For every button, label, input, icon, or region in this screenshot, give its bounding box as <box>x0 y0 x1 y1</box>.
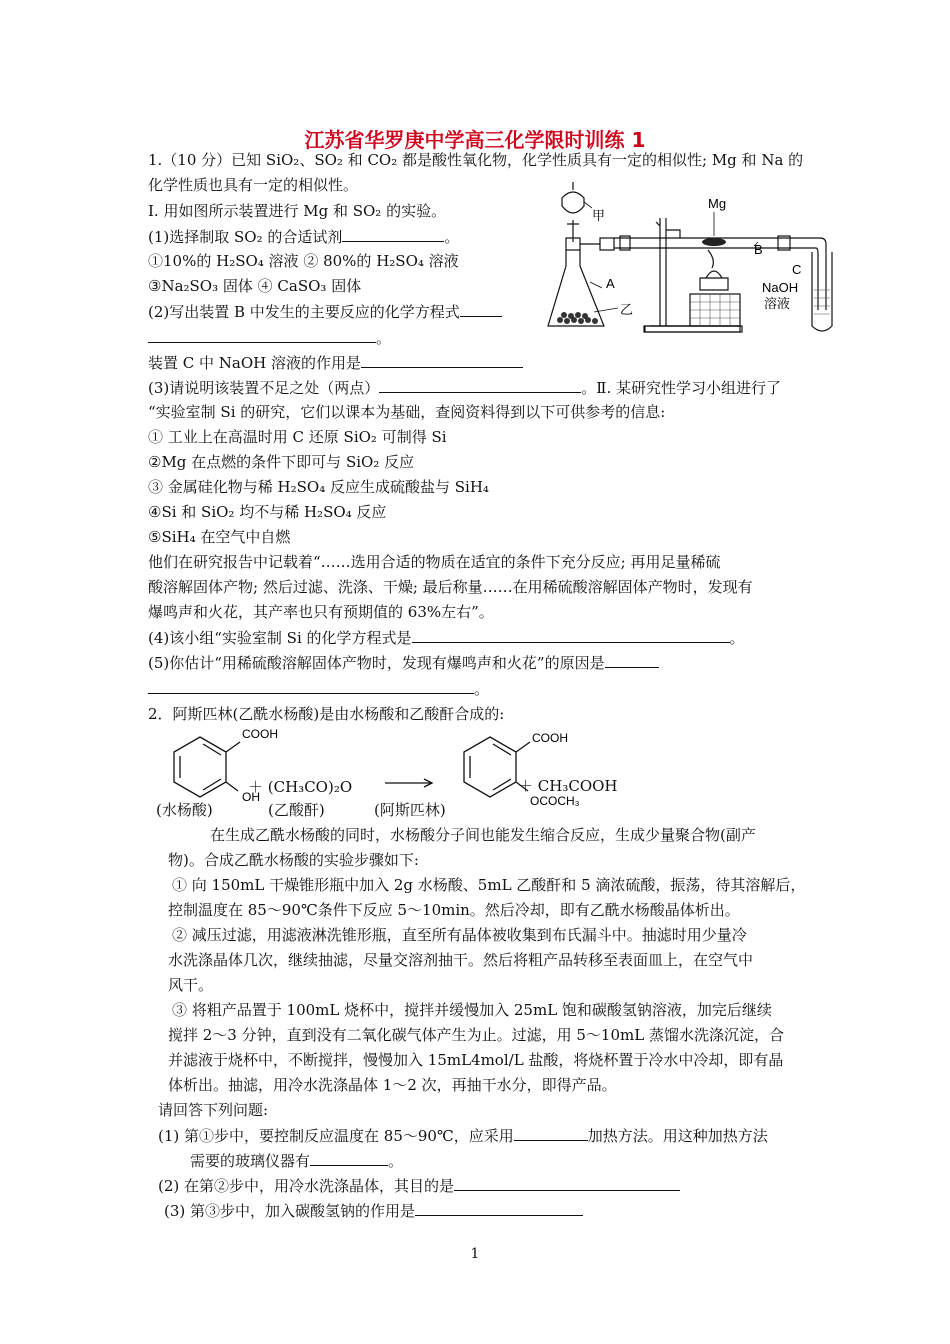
answer-blank[interactable] <box>379 377 581 393</box>
answer-blank[interactable] <box>148 678 474 694</box>
reagent-acetic-anhydride: ＋ (CH₃CO)₂O <box>248 778 353 796</box>
q1-sub4-end: 。 <box>729 629 745 647</box>
q1-line4-end: 。 <box>444 228 460 246</box>
answer-blank[interactable] <box>514 1125 588 1141</box>
page-number: 1 <box>470 1246 480 1262</box>
step3-line3: 并滤液于烧杯中，不断搅拌，慢慢加入 15mL4mol/L 盐酸，将烧杯置于冷水中冷却，即有晶 <box>168 1051 784 1069</box>
label-naoh: NaOH <box>762 280 799 295</box>
q1-line10 <box>148 377 781 398</box>
step3-line1: ③ 将粗产品置于 100mL 烧杯中，搅拌并缓慢加入 25mL 饱和碳酸氢钠溶液，加完后继续 <box>172 1001 772 1019</box>
cooh-label-1: COOH <box>242 727 278 741</box>
answer-blank[interactable] <box>342 226 444 242</box>
q2-sub2-text: (2) 在第②步中，用冷水洗涤晶体，其目的是 <box>158 1177 455 1195</box>
q1-line3: Ⅰ. 用如图所示装置进行 Mg 和 SO₂ 的实验。 <box>148 202 447 220</box>
q1-sub4-text: (4)该小组“实验室制 Si 的化学方程式是 <box>148 629 412 647</box>
step1-line1: ① 向 150mL 干燥锥形瓶中加入 2g 水杨酸、5mL 乙酸酐和 5 滴浓硫酸，振荡，待其溶解后， <box>172 876 806 894</box>
q2-sub3 <box>164 1200 583 1221</box>
experiment-apparatus-diagram <box>540 180 850 340</box>
info-item-2: ②Mg 在点燃的条件下即可与 SiO₂ 反应 <box>148 453 415 471</box>
q1-line10-tail: 。Ⅱ. 某研究性学习小组进行了 <box>581 379 781 397</box>
report-para-line3: 爆鸣声和火花，其产率也只有预期值的 63%左右”。 <box>148 603 494 621</box>
step1-line2: 控制温度在 85～90℃条件下反应 5～10min。然后冷却，即有乙酰水杨酸晶体析出。 <box>168 901 740 919</box>
q1-line7-text: (2)写出装置 B 中发生的主要反应的化学方程式 <box>148 303 460 321</box>
q1-sub5-end: 。 <box>474 680 490 698</box>
q1-line1: 1.（10 分）已知 SiO₂、SO₂ 和 CO₂ 都是酸性氧化物，化学性质具有一定的相似性; Mg 和 Na 的 <box>148 151 804 169</box>
q1-sub5-cont <box>148 678 489 699</box>
answer-blank[interactable] <box>415 1200 583 1216</box>
label-mg: Mg <box>708 196 727 211</box>
answer-blank[interactable] <box>460 301 502 317</box>
q1-line11: “实验室制 Si 的研究，它们以课本为基础，查阅资料得到以下可供参考的信息: <box>148 403 666 421</box>
q2-line1: 2．阿斯匹林(乙酰水杨酸)是由水杨酸和乙酸酐合成的: <box>148 705 505 723</box>
answer-blank[interactable] <box>361 352 523 368</box>
q2-sub1-line2 <box>190 1150 403 1171</box>
label-a: A <box>606 276 615 291</box>
step2-line1: ② 减压过滤，用滤液淋洗锥形瓶，直至所有晶体被收集到布氏漏斗中。抽滤时用少量冷 <box>172 926 747 944</box>
product-acetic-acid: ＋ CH₃COOH <box>518 777 618 795</box>
step3-line4: 体析出。抽滤，用冷水洗涤晶体 1～2 次，再抽干水分，即得产品。 <box>168 1076 617 1094</box>
name-aspirin: (阿斯匹林) <box>374 801 446 819</box>
step3-line2: 搅拌 2～3 分钟，直到没有二氧化碳气体产生为止。过滤，用 5～10mL 蒸馏水洗涤沉淀，合 <box>168 1026 784 1044</box>
q1-line9-text: 装置 C 中 NaOH 溶液的作用是 <box>148 354 361 372</box>
answer-blank[interactable] <box>454 1175 680 1191</box>
q2-sub1-line1 <box>158 1125 768 1146</box>
oh-label: OH <box>242 790 260 804</box>
q2-sub1-text: (1) 第①步中，要控制反应温度在 85～90℃，应采用 <box>158 1127 514 1145</box>
q1-line7 <box>148 301 502 322</box>
name-acetic-anhydride: (乙酸酐) <box>268 801 325 819</box>
info-item-3: ③ 金属硅化物与稀 H₂SO₄ 反应生成硫酸盐与 SiH₄ <box>148 478 489 496</box>
answer-blank[interactable] <box>605 652 659 668</box>
q2-sub2 <box>158 1175 680 1196</box>
page-title: 江苏省华罗庚中学高三化学限时训练 1 <box>304 128 646 152</box>
q1-sub4 <box>148 627 745 648</box>
q1-sub5-text: (5)你估计“用稀硫酸溶解固体产物时，发现有爆鸣声和火花”的原因是 <box>148 654 605 672</box>
info-item-1: ① 工业上在高温时用 C 还原 SiO₂ 可制得 Si <box>148 428 447 446</box>
q1-line6: ③Na₂SO₃ 固体 ④ CaSO₃ 固体 <box>148 277 362 295</box>
q1-line5: ①10%的 H₂SO₄ 溶液 ② 80%的 H₂SO₄ 溶液 <box>148 252 459 270</box>
q1-line4-text: (1)选择制取 SO₂ 的合适试剂 <box>148 228 343 246</box>
step2-line3: 风干。 <box>168 976 214 994</box>
report-para-line1: 他们在研究报告中记载着“……选用合适的物质在适宜的条件下充分反应; 再用足量稀硫 <box>148 553 721 571</box>
q1-sub5 <box>148 652 659 673</box>
q2-sub1-tail: 加热方法。用这种加热方法 <box>587 1127 768 1145</box>
answer-blank[interactable] <box>310 1150 388 1166</box>
q2-para-line2: 物)。合成乙酰水杨酸的实验步骤如下: <box>168 851 419 869</box>
q1-line9 <box>148 352 523 373</box>
info-item-5: ⑤SiH₄ 在空气中自燃 <box>148 528 291 546</box>
cooh-label-2: COOH <box>532 731 568 745</box>
q2-sub3-text: (3) 第③步中，加入碳酸氢钠的作用是 <box>164 1202 416 1220</box>
q2-para-line1: 在生成乙酰水杨酸的同时，水杨酸分子间也能发生缩合反应，生成少量聚合物(副产 <box>210 826 756 844</box>
answer-blank[interactable] <box>148 327 376 343</box>
label-c: C <box>792 262 802 277</box>
label-yi: 乙 <box>620 302 634 317</box>
q1-line2: 化学性质也具有一定的相似性。 <box>148 176 359 194</box>
label-solution: 溶液 <box>764 296 791 311</box>
q1-line4 <box>148 226 459 247</box>
answer-blank[interactable] <box>412 627 730 643</box>
step2-line2: 水洗涤晶体几次，继续抽滤，尽量交溶剂抽干。然后将粗产品转移至表面皿上，在空气中 <box>168 951 754 969</box>
ococh3-label: OCOCH₃ <box>530 794 580 808</box>
q1-line10-text: (3)请说明该装置不足之处（两点） <box>148 379 380 397</box>
info-item-4: ④Si 和 SiO₂ 均不与稀 H₂SO₄ 反应 <box>148 503 387 521</box>
report-para-line2: 酸溶解固体产物; 然后过滤、洗涤、干燥; 最后称量……在用稀硫酸溶解固体产物时，发现有 <box>148 578 753 596</box>
q2-ask: 请回答下列问题: <box>158 1101 269 1119</box>
label-jia: 甲 <box>592 208 606 223</box>
q2-sub1b-text: 需要的玻璃仪器有 <box>190 1152 311 1170</box>
q1-line8-end: 。 <box>376 329 392 347</box>
q1-line8 <box>148 327 391 348</box>
label-b: B <box>754 242 763 257</box>
name-salicylic-acid: (水杨酸) <box>156 801 213 819</box>
q2-sub1b-end: 。 <box>388 1152 404 1170</box>
